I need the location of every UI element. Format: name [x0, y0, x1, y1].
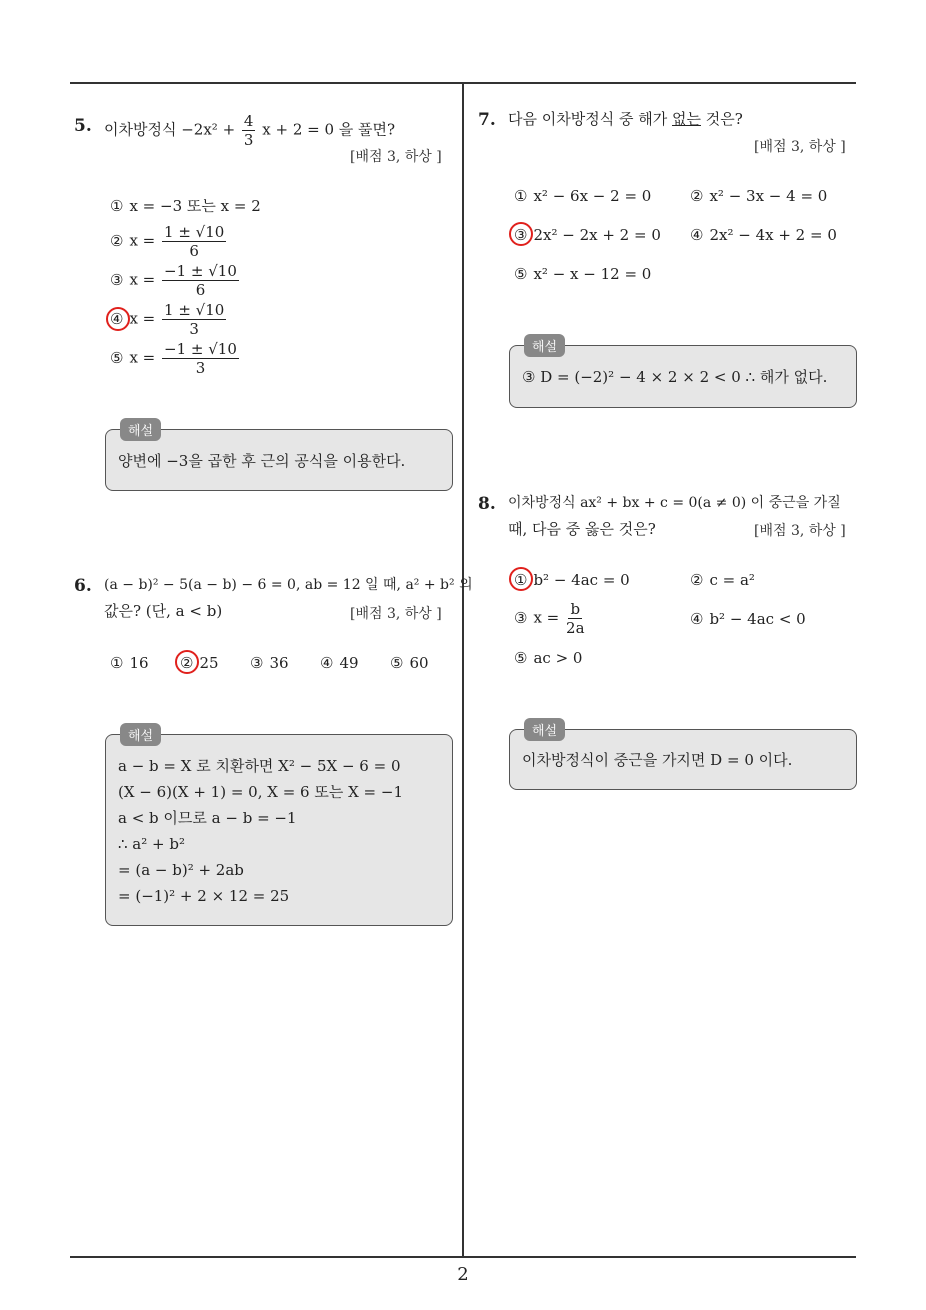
question-line-2: 때, 다음 중 옳은 것은? [508, 520, 656, 538]
option-value: x² − 3x − 4 = 0 [709, 187, 828, 205]
option-marker: ⑤ [514, 649, 528, 667]
solution-line: 이차방정식이 중근을 가지면 D = 0 이다. [522, 751, 793, 769]
option-lhs: x = [129, 270, 156, 289]
option-marker: ② [690, 571, 704, 589]
solution-line: a − b = X 로 치환하면 X² − 5X − 6 = 0 [118, 757, 401, 775]
option-marker: ③ [110, 270, 124, 289]
option-4[interactable] [690, 226, 837, 244]
fraction-denominator: 6 [195, 281, 206, 299]
solution-tag: 해설 [120, 723, 161, 746]
question-text-a: 다음 이차방정식 중 해가 [508, 110, 672, 128]
solution-line: = (a − b)² + 2ab [118, 861, 244, 879]
option-1[interactable] [514, 187, 651, 205]
option-marker: ④ [110, 309, 124, 328]
option-1[interactable] [110, 195, 261, 216]
option-value: c = a² [709, 571, 755, 589]
answer-circle-mark [509, 567, 533, 591]
option-1[interactable] [110, 654, 149, 672]
option-3[interactable] [250, 654, 289, 672]
question-number: 5. [74, 116, 92, 136]
fraction-numerator: b [570, 600, 581, 618]
option-2[interactable] [690, 187, 827, 205]
question-text-b: x + 2 = 0 을 풀면? [262, 120, 396, 139]
question-text [508, 106, 743, 132]
option-5[interactable] [514, 265, 651, 283]
option-marker: ④ [690, 610, 704, 628]
option-marker: ① [514, 571, 528, 589]
option-marker: ⑤ [514, 265, 528, 283]
solution-tag: 해설 [524, 718, 565, 741]
option-value: x = −3 또는 x = 2 [129, 197, 261, 215]
answer-circle-mark [106, 307, 130, 331]
column-divider [462, 82, 464, 1257]
solution-line: (X − 6)(X + 1) = 0, X = 6 또는 X = −1 [118, 783, 403, 801]
fraction-denominator: 3 [195, 359, 206, 377]
option-value: 2x² − 4x + 2 = 0 [709, 226, 837, 244]
option-value: 25 [199, 654, 219, 672]
question-number: 7. [478, 110, 496, 130]
option-5[interactable] [390, 654, 429, 672]
fraction-denominator: 3 [189, 320, 199, 338]
bottom-rule [70, 1256, 856, 1258]
fraction-denominator: 6 [189, 242, 199, 260]
score-meta: [배점 3, 하상 ] [754, 139, 846, 155]
option-lhs: x = [129, 309, 156, 328]
question-number: 8. [478, 494, 496, 514]
option-2[interactable] [110, 223, 228, 260]
solution-line: = (−1)² + 2 × 12 = 25 [118, 887, 290, 905]
solution-tag: 해설 [524, 334, 565, 357]
question-text-a: 이차방정식 −2x² + [104, 120, 236, 139]
fraction [566, 600, 585, 637]
option-value: b² − 4ac < 0 [709, 610, 806, 628]
option-marker: ② [690, 187, 704, 205]
option-marker: ③ [514, 608, 528, 627]
question-line-1: 이차방정식 ax² + bx + c = 0(a ≠ 0) 이 중근을 가질 [508, 495, 841, 511]
option-lhs: x = [129, 348, 156, 367]
question-text-b: 것은? [700, 110, 743, 128]
option-marker: ③ [250, 654, 264, 672]
solution-line: ∴ a² + b² [118, 835, 185, 853]
fraction-numerator: −1 ± √10 [164, 262, 237, 280]
answer-circle-mark [175, 650, 199, 674]
solution-line: 양변에 −3을 곱한 후 근의 공식을 이용한다. [118, 452, 406, 470]
option-marker: ① [514, 187, 528, 205]
option-marker: ② [180, 654, 194, 672]
question-line-1: (a − b)² − 5(a − b) − 6 = 0, ab = 12 일 때, a² + b² 의 [104, 577, 473, 593]
fraction [162, 262, 239, 299]
option-value: 36 [269, 654, 289, 672]
option-5[interactable] [514, 649, 582, 667]
option-marker: ⑤ [110, 348, 124, 367]
fraction-denominator: 3 [243, 131, 254, 149]
score-meta: [배점 3, 하상 ] [754, 523, 846, 539]
option-value: 49 [339, 654, 359, 672]
solution-tag: 해설 [120, 418, 161, 441]
option-marker: ③ [514, 226, 528, 244]
solution-line: ③ D = (−2)² − 4 × 2 × 2 < 0 ∴ 해가 없다. [522, 368, 828, 386]
option-marker: ① [110, 654, 124, 672]
option-4[interactable] [320, 654, 359, 672]
option-5[interactable] [110, 340, 241, 377]
option-2[interactable] [690, 571, 755, 589]
fraction [162, 340, 239, 377]
option-value: x² − x − 12 = 0 [533, 265, 652, 283]
option-lhs: x = [129, 231, 156, 250]
question-line-2: 값은? (단, a < b) [104, 602, 223, 620]
score-meta: [배점 3, 하상 ] [350, 606, 442, 622]
option-3[interactable] [110, 262, 241, 299]
question-number: 6. [74, 576, 92, 596]
score-meta: [배점 3, 하상 ] [350, 149, 442, 165]
option-marker: ② [110, 231, 124, 250]
option-value: 60 [409, 654, 429, 672]
answer-circle-mark [509, 222, 533, 246]
option-marker: ④ [320, 654, 334, 672]
option-value: ac > 0 [533, 649, 583, 667]
fraction-denominator: 2a [566, 619, 585, 637]
fraction-numerator: −1 ± √10 [164, 340, 237, 358]
fraction-numerator: 4 [243, 112, 254, 130]
option-value: b² − 4ac = 0 [533, 571, 630, 589]
option-value: x² − 6x − 2 = 0 [533, 187, 652, 205]
fraction [162, 301, 226, 338]
underlined-word: 없는 [671, 110, 701, 128]
fraction-numerator: 1 ± √10 [164, 223, 225, 241]
option-value: 16 [129, 654, 149, 672]
solution-line: a < b 이므로 a − b = −1 [118, 809, 297, 827]
page-number: 2 [457, 1264, 469, 1285]
option-lhs: x = [533, 608, 560, 627]
option-3[interactable] [514, 226, 661, 244]
option-value: 2x² − 2x + 2 = 0 [533, 226, 661, 244]
solution-box [105, 734, 453, 926]
option-4[interactable] [690, 610, 806, 628]
question-text [104, 112, 395, 149]
fraction [242, 112, 256, 149]
option-marker: ① [110, 197, 124, 215]
option-3[interactable] [514, 600, 587, 637]
fraction [162, 223, 226, 260]
option-marker: ⑤ [390, 654, 404, 672]
option-marker: ④ [690, 226, 704, 244]
fraction-numerator: 1 ± √10 [164, 301, 225, 319]
